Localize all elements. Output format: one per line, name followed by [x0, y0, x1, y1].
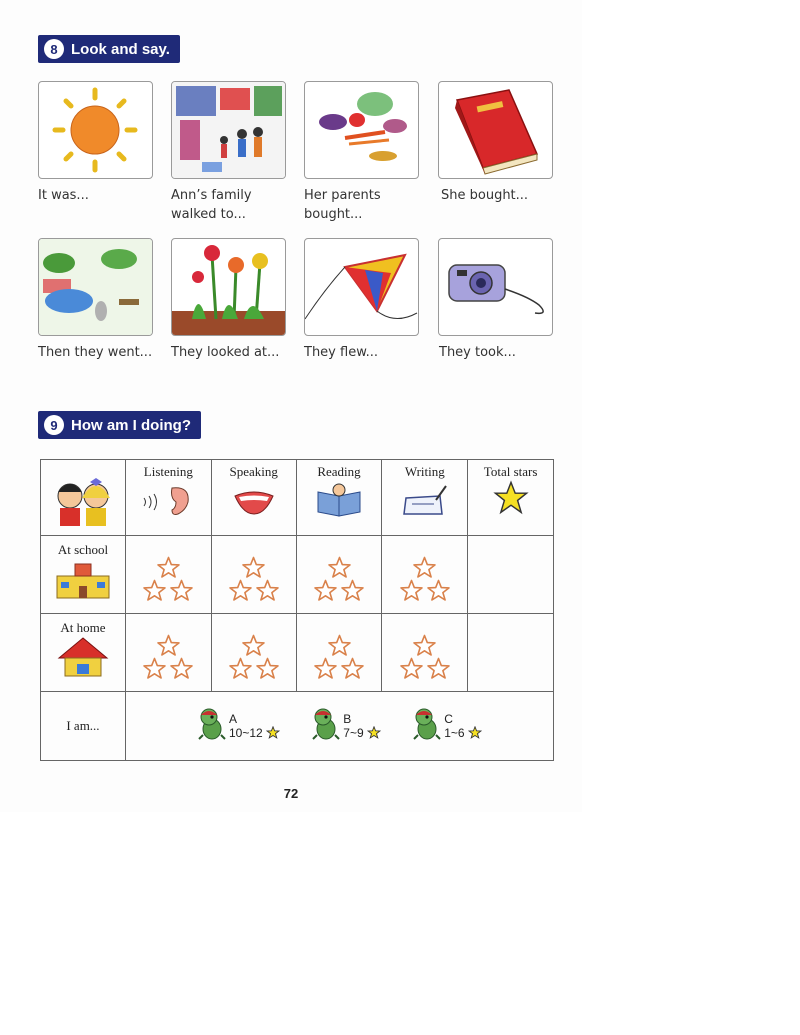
outline-star-icon[interactable]: [169, 657, 194, 680]
camera-icon: [438, 238, 553, 336]
book-icon: [438, 81, 553, 179]
shopping-street-icon: [171, 81, 286, 179]
house-icon: [57, 636, 109, 678]
outline-star-icon[interactable]: [142, 579, 167, 602]
school-listening-stars[interactable]: [125, 536, 211, 614]
row-at-school-head: [41, 536, 126, 614]
caption-flew: They flew...: [304, 345, 379, 360]
outline-star-icon[interactable]: [327, 634, 352, 657]
col-reading-label: Reading: [317, 464, 361, 479]
outline-star-icon[interactable]: [228, 657, 253, 680]
sun-icon: [38, 81, 153, 179]
col-total-stars: [468, 460, 554, 536]
col-speaking: [211, 460, 296, 536]
school-total-cell[interactable]: [468, 536, 554, 614]
ear-icon: [138, 480, 198, 520]
row-at-school: [41, 536, 554, 614]
caption-weather: It was...: [38, 188, 89, 203]
row-at-home: [41, 614, 554, 692]
outline-star-icon[interactable]: [169, 579, 194, 602]
col-reading: [296, 460, 382, 536]
outline-star-icon[interactable]: [313, 657, 338, 680]
outline-star-icon[interactable]: [340, 657, 365, 680]
table-header-row: [41, 460, 554, 536]
grade-c[interactable]: [412, 707, 482, 744]
outline-star-icon[interactable]: [399, 579, 424, 602]
park-icon: [38, 238, 153, 336]
row-i-am: [41, 692, 554, 761]
row-at-home-label: At home: [60, 620, 106, 635]
col-writing: [382, 460, 468, 536]
dinosaur-icon: [197, 707, 227, 744]
home-listening-stars[interactable]: [125, 614, 211, 692]
dinosaur-icon: [311, 707, 341, 744]
home-speaking-stars[interactable]: [211, 614, 296, 692]
grade-a-range: 10~12: [228, 725, 263, 740]
outline-star-icon[interactable]: [241, 556, 266, 579]
dinosaur-icon: [412, 707, 442, 744]
school-writing-stars[interactable]: [382, 536, 468, 614]
school-speaking-stars[interactable]: [211, 536, 296, 614]
outline-star-icon[interactable]: [255, 657, 280, 680]
home-total-cell[interactable]: [468, 614, 554, 692]
self-assessment-table: [40, 459, 554, 761]
small-star-icon: [266, 726, 280, 740]
children-cell: [41, 460, 126, 536]
page-number: 72: [283, 786, 299, 801]
section-8-title: Look and say.: [71, 40, 170, 58]
outline-star-icon[interactable]: [156, 634, 181, 657]
section-8-number: 8: [44, 39, 64, 59]
row-i-am-head: [41, 692, 126, 761]
col-speaking-label: Speaking: [229, 464, 278, 479]
caption-took: They took...: [439, 345, 516, 360]
outline-star-icon[interactable]: [412, 634, 437, 657]
col-listening-label: Listening: [143, 464, 193, 479]
row-i-am-label: I am...: [66, 718, 100, 733]
small-star-icon: [367, 726, 381, 740]
filled-star-icon: [493, 480, 529, 516]
grade-c-letter: C: [444, 711, 453, 726]
caption-then-went: Then they went...: [38, 345, 153, 360]
section-8-header: [38, 35, 180, 63]
col-total-stars-label: Total stars: [483, 464, 538, 479]
outline-star-icon[interactable]: [241, 634, 266, 657]
outline-star-icon[interactable]: [142, 657, 167, 680]
grade-b-letter: B: [343, 711, 352, 726]
home-reading-stars[interactable]: [296, 614, 382, 692]
col-writing-label: Writing: [404, 464, 445, 479]
section-9-title: How am I doing?: [71, 416, 191, 434]
outline-star-icon[interactable]: [426, 579, 451, 602]
outline-star-icon[interactable]: [156, 556, 181, 579]
caption-looked-at: They looked at...: [171, 345, 280, 360]
grade-a[interactable]: [197, 707, 280, 744]
grade-b[interactable]: [311, 707, 381, 744]
outline-star-icon[interactable]: [399, 657, 424, 680]
writing-icon: [400, 480, 450, 520]
grades-cell: [125, 692, 553, 761]
outline-star-icon[interactable]: [255, 579, 280, 602]
outline-star-icon[interactable]: [412, 556, 437, 579]
home-writing-stars[interactable]: [382, 614, 468, 692]
small-star-icon: [468, 726, 482, 740]
children-icon: [48, 460, 118, 530]
grade-c-range: 1~6: [444, 725, 465, 740]
grade-a-letter: A: [228, 711, 237, 726]
kite-icon: [304, 238, 419, 336]
caption-she-bought: She bought...: [441, 188, 529, 203]
outline-star-icon[interactable]: [327, 556, 352, 579]
section-9-number: 9: [44, 415, 64, 435]
outline-star-icon[interactable]: [426, 657, 451, 680]
flowers-icon: [171, 238, 286, 336]
food-icon: [304, 81, 419, 179]
row-at-home-head: [41, 614, 126, 692]
grade-b-range: 7~9: [343, 725, 364, 740]
school-icon: [53, 558, 113, 602]
outline-star-icon[interactable]: [340, 579, 365, 602]
row-at-school-label: At school: [57, 542, 109, 557]
caption-parents-bought: Her parents bought...: [304, 188, 381, 222]
outline-star-icon[interactable]: [228, 579, 253, 602]
outline-star-icon[interactable]: [313, 579, 338, 602]
reading-book-icon: [314, 480, 364, 520]
caption-walked: Ann’s family walked to...: [171, 188, 252, 222]
school-reading-stars[interactable]: [296, 536, 382, 614]
col-listening: [125, 460, 211, 536]
mouth-icon: [229, 480, 279, 520]
section-9-header: [38, 411, 201, 439]
